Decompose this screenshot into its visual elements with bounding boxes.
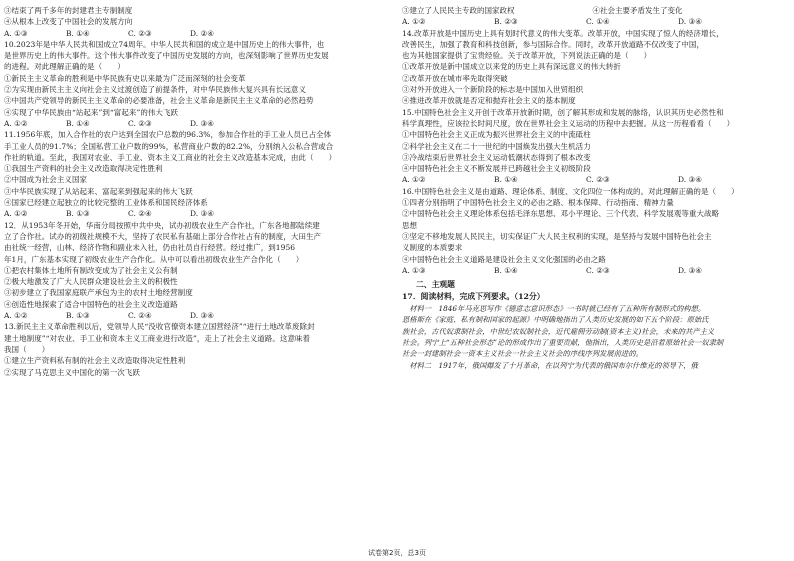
material-text: 族社会，古代奴隶制社会，中世纪农奴制社会，近代雇佣劳动制(资本主义)社会，未来的共产主义 [402,326,715,336]
section-heading: 二、主观题 [416,280,455,290]
answer-option: ④社会主要矛盾发生了变化 [592,6,683,15]
text-line: 科学真理性，应该拉长时间尺度，放在世界社会主义运动的历程中去把握。从这一历程看看（ ） [402,118,735,128]
answer-option: D. ②④ [190,28,214,38]
text-line: ①四者分别指明了中国特色社会主义的必由之路、根本保障、行动指南、精神力量 [402,198,674,208]
answer-options [4,118,385,129]
answer-option: B. ①④ [66,28,90,38]
text-line: 10.2023年是中华人民共和国成立74周年。中华人民共和国的成立是中国历史上的伟大事件，也 [4,39,325,49]
answer-option: B. ①③ [66,209,90,219]
answer-option: A. ①② [402,17,426,27]
material-text: 材料一 1846年马克思写作《德意志意识形态》一书时就已经有了五种所有制形式的构想。 [402,304,706,314]
text-line: ②中国成为社会主义国家 [4,175,88,185]
text-line: ④中国特色社会主义道路是建设社会主义文化强国的必由之路 [402,254,606,264]
answer-option: D. ③④ [190,209,214,219]
answer-option: B. ①④ [66,118,90,128]
answer-option: C. ②③ [586,265,610,275]
answer-options [402,174,783,185]
answer-option: A. ①② [4,311,28,321]
answer-options [402,16,783,27]
answer-option: ③建立了人民民主专政的国家政权 [402,6,515,15]
text-line: ③坚定不移地发展人民民主，切实保证广大人民主权利的实现，是坚持与发展中国特色社会主 [402,231,712,241]
answer-option: D. ③④ [678,265,702,275]
text-line: ①中国特色社会主义正成为振兴世界社会主义的中流砥柱 [402,130,591,140]
material-text: 社会一封建制社会一资本主义社会一社会主义社会的序线序列发展前进的。 [402,349,643,359]
text-line: 我国（ ） [4,344,50,354]
answer-option: D. ③④ [678,17,702,27]
text-line: ④实现了中华民族由“站起来”到“富起来”的伟大飞跃 [4,107,179,117]
text-line: 作社的轨道。至此，我国对农业、手工业、资本主义工商业的社会主义改造基本完成，由此（ ） [4,152,337,162]
text-line: 12．从1953年冬开始，华南分局按照中共中央，试办初级农业生产合作社，广东各地都陆续建 [4,220,320,230]
text-line: ②极大地激发了广大人民群众建设社会主义的积极性 [4,277,178,287]
text-line: ③初步建立了我国家庭联产承包为主的农村土地经营制度 [4,288,193,298]
text-line: ②改革开放在城市率先取得突破 [402,73,508,83]
answer-options [4,28,385,39]
text-line: 11.1956年底，加入合作社的农户达到全国农户总数的96.3%，参加合作社的手工业人员已占全体 [4,130,332,140]
material-text: 恩格斯在《家庭、私有制和国家的起源》中明确地指出了人类历史发展的如下五个阶段：原始氏 [402,315,709,325]
answer-option: A. ①② [4,118,28,128]
answer-options [4,310,385,321]
text-line: ①我国生产资料的社会主义改造取得决定性胜利 [4,164,163,174]
answer-options [4,208,385,219]
text-line: ④创造性地探索了适合中国特色的社会主义改造道路 [4,299,178,309]
answer-option: D. ③④ [678,175,702,185]
answer-option: B. ①④ [494,175,518,185]
text-line: ①改革开放是新中国成立以来党的历史上具有深远意义的伟大转折 [402,62,621,72]
text-line: 改善民生，加强了教育和科技创新，参与国际合作。同时，改革开放道路不仅改变了中国， [402,39,704,49]
text-line: ②科学社会主义在二十一世纪的中国焕发出强大生机活力 [402,141,591,151]
left-column [4,5,385,378]
answer-options [402,265,783,276]
text-line: 由社统一经营，山林、经济作物和副业未入社，仍由社员自行经营。经过推广，到1956 [4,243,296,253]
material-text: 社会。列宁上“五种社会形态”论的形成作出了重要贡献，他指出，人类历史是沿着原始社会一奴隶制 [402,338,724,348]
text-line: ③冷战结束后世界社会主义运动低潮状态得到了根本改变 [402,152,591,162]
question-heading: 17．阅读材料，完成下列要求。（12分） [402,292,545,302]
answer-option: A. ①② [402,175,426,185]
text-line: ③中国共产党领导的新民主主义革命的必要准备，社会主义革命是新民主主义革命的必然趋势 [4,96,314,106]
text-line: 义制度的本质要求 [402,243,463,253]
text-line: 的进程。对此理解正确的是（ ） [4,62,125,72]
text-line: ④推进改革开放就是否定和抛弃社会主义的基本制度 [402,96,576,106]
answer-options [402,5,783,16]
material-text: 材料二 1917年，俄国爆发了十月革命，在以列宁为代表的俄国布尔什维克的领导下，俄 [402,360,698,370]
answer-option: A. ①③ [4,28,28,38]
text-line: 16.中国特色社会主义是由道路、理论体系、制度、文化四位一体构成的。对此理解正确的是（ ） [402,186,739,196]
answer-option: C. ②③ [128,28,152,38]
answer-option: B. ①③ [66,311,90,321]
text-line: 建土地制度”“对农业、手工业和资本主义工商业进行改造”，走上了社会主义道路。这意味着 [4,333,311,343]
answer-option: C. ②④ [128,209,152,219]
text-line: 手工业人员的91.7%；全国私营工业户数的99%，私营商业户数的82.2%，分别纳入公私合营或合 [4,141,334,151]
page-footer: 试卷第2页，总3页 [368,549,426,557]
answer-option: B. ②③ [494,17,518,27]
text-line: 15.中国特色社会主义开创于改革开放新时期，创了解其形成和发展的脉络，认识其历史必然性和 [402,107,724,117]
text-line: 13.新民主主义革命胜利以后，党领导人民“没收官僚资本建立国营经济”“进行土地改革废除封 [4,322,315,332]
answer-option: A. ①③ [402,265,426,275]
text-line: 是世界历史上的伟大事件。这个伟大事件改变了中国历史发展的方向，也深刻影响了世界历史发展 [4,51,329,61]
text-line: ②中国特色社会主义理论体系包括毛泽东思想、邓小平理论、三个代表、科学发展观等重大战略 [402,209,720,219]
answer-option: C. ②③ [586,175,610,185]
text-line: ①新民主主义革命的胜利是中华民族有史以来最为广泛而深刻的社会变革 [4,73,246,83]
answer-option: C. ②④ [128,311,152,321]
text-line: 立了合作社。试办的初级社规模不大，坚持了农民私有基础上部分合作社占有的制度，大田生产 [4,231,322,241]
text-line: ③中华民族实现了从站起来、富起来到强起来的伟大飞跃 [4,186,193,196]
text-line: ②实现了马克思主义中国化的第一次飞跃 [4,367,140,377]
text-line: 14.改革开放是中国历史上具有划时代意义的伟大变革。改革开放，中国实现了惊人的经济增长， [402,28,724,38]
answer-option: B. ①④ [494,265,518,275]
right-column [402,5,783,371]
text-line: 年1月，广东基本实现了初级农业生产合作化。从中可以看出初级农业生产合作化（ ） [4,254,304,264]
text-line: ④国家已经建立起独立的比较完整的工业体系和国民经济体系 [4,198,208,208]
text-line: ③对外开放进入一个新阶段的标志是中国加入世贸组织 [402,85,584,95]
answer-option: D. ③④ [190,311,214,321]
text-line: ①建立生产资料私有制的社会主义改造取得决定性胜利 [4,356,186,366]
text-line: 思想 [402,220,418,230]
answer-option: D. ③④ [190,118,214,128]
text-line: ①把农村集体土地所有制改变成为了社会主义公有制 [4,265,178,275]
answer-option: C. ②③ [128,118,152,128]
text-line: 也为其他国家提供了宝贵经验。关于改革开放，下列说法正确的是（ ） [402,51,652,61]
text-line: ③结束了两千多年的封建君主专制制度 [4,6,133,15]
text-line: ②为实现由新民主主义向社会主义过渡创造了前提条件，对中华民族伟大复兴具有长远意义 [4,85,306,95]
answer-option: A. ①② [4,209,28,219]
answer-option: C. ①④ [586,17,610,27]
text-line: ④中国特色社会主义不断发展并已跨越社会主义初级阶段 [402,164,591,174]
text-line: ④从根本上改变了中国社会的发展方向 [4,17,133,27]
